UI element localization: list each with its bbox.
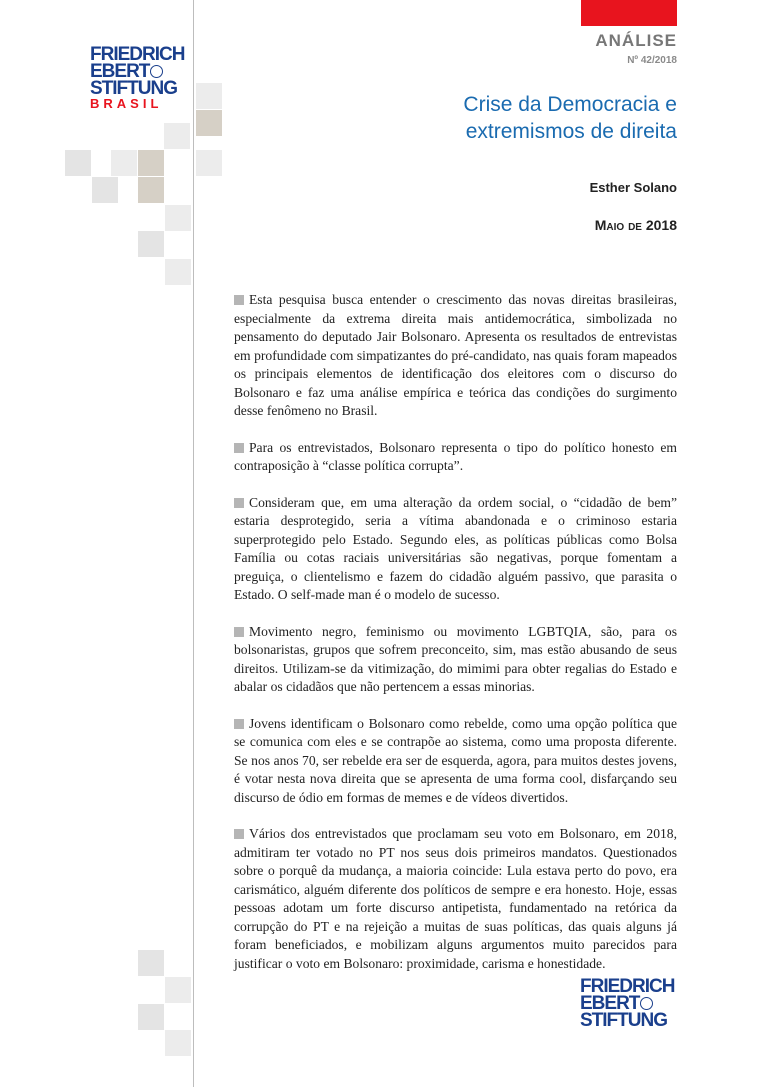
decorative-square [165, 205, 191, 231]
decorative-square [65, 150, 91, 176]
title-line: extremismos de direita [465, 120, 677, 143]
summary-paragraph [234, 494, 677, 605]
decorative-square [196, 110, 222, 136]
page-title [377, 91, 677, 145]
square-bullet-icon [234, 719, 244, 729]
square-bullet-icon [234, 829, 244, 839]
summary-paragraph [234, 291, 677, 421]
square-bullet-icon [234, 443, 244, 453]
decorative-square [138, 150, 164, 176]
series-label: ANÁLISE [595, 31, 677, 50]
publication-date: Maio de 2018 [594, 217, 677, 233]
fes-logo-footer [580, 978, 674, 1029]
decorative-square [196, 150, 222, 176]
paragraph-text: Esta pesquisa busca entender o crescimento das novas direitas brasileiras, especialmente da extrema direita mais antidemocrática, simbolizada no pensamento do deputado Jair Bolsonaro. Apresenta os resultados de entrevistas em profundidade com simpatizantes do pré-candidato, nas quais foram mapeados os principais elementos de identificação dos eleitores com o discurso do Bolsonaro e faz uma análise empírica e teórica das condições do surgimento desse fenômeno no Brasil. [234, 292, 677, 418]
logo-text-line: STIFTUNG [580, 1010, 667, 1031]
summary-body [234, 291, 677, 991]
decorative-square [164, 123, 190, 149]
decorative-square [92, 177, 118, 203]
summary-paragraph [234, 439, 677, 476]
logo-brasil-label: BRASIL [90, 96, 163, 111]
paragraph-text: Jovens identificam o Bolsonaro como rebelde, como uma opção política que se comunica com eles e se contrapõe ao sistema, como uma proposta diferente. Se nos anos 70, ser rebelde era ser de esquerda, agora, para muitos destes jovens, é votar nesta nova direita que se apresenta de uma forma cool, disfarçando seu discurso de ódio em formas de memes e de vídeos divertidos. [234, 715, 677, 805]
logo-text-line: EBERT [580, 993, 640, 1014]
header-accent-bar [581, 0, 677, 26]
author-name: Esther Solano [589, 180, 677, 195]
paragraph-text: Vários dos entrevistados que proclamam seu voto em Bolsonaro, em 2018, admitiram ter votado no PT nos seus dois primeiros mandatos. Questionados sobre o porquê da mudança, a maioria coincide: Lula estava perto do povo, era carismático, alguém diferente dos políticos de sempre e era honesto. Hoje, essas pessoas adotam um forte discurso antipetista, fundamentado na retórica da corrupção do PT e na rejeição a muitas de suas políticas, das quais alguns já foram beneficiados, e mobilizam alguns argumentos muito parecidos para justificar o voto em Bolsonaro: proximidade, carisma e honestidade. [234, 826, 677, 971]
globe-icon [640, 997, 653, 1010]
decorative-square [138, 1004, 164, 1030]
decorative-square [165, 259, 191, 285]
paragraph-text: Para os entrevistados, Bolsonaro representa o tipo do político honesto em contraposição à “classe política corrupta”. [234, 439, 677, 473]
paragraph-text: Consideram que, em uma alteração da ordem social, o “cidadão de bem” estaria desprotegido, seria a vítima abandonada e o criminoso estaria superprotegido pelo Estado. Segundo eles, as políticas públicas como Bolsa Família ou cotas raciais universitárias são negativas, porque fomentam a preguiça, o clientelismo e fazem do cidadão alguém passivo, que parasita o Estado. O self-made man é o modelo de sucesso. [234, 494, 677, 602]
square-bullet-icon [234, 627, 244, 637]
logo-text-line: EBERT [90, 61, 150, 82]
logo-text-line: FRIEDRICH [580, 976, 675, 997]
globe-icon [150, 65, 163, 78]
title-line: Crise da Democracia e [463, 93, 677, 116]
decorative-square [138, 177, 164, 203]
summary-paragraph [234, 715, 677, 808]
summary-paragraph [234, 623, 677, 697]
decorative-square [138, 231, 164, 257]
fes-brasil-logo [90, 46, 184, 111]
decorative-square [165, 977, 191, 1003]
square-bullet-icon [234, 498, 244, 508]
summary-paragraph [234, 825, 677, 973]
decorative-square [196, 83, 222, 109]
paragraph-text: Movimento negro, feminismo ou movimento LGBTQIA, são, para os bolsonaristas, grupos que sofrem preconceito, sim, mas estão abusando de seus direitos. Utilizam-se da vitimização, do mimimi para obter regalias do Estado e abalar os cidadãos que não pertencem a essas minorias. [234, 623, 677, 694]
vertical-divider [193, 0, 194, 1087]
logo-text-line: FRIEDRICH [90, 44, 185, 65]
square-bullet-icon [234, 295, 244, 305]
decorative-square [138, 950, 164, 976]
decorative-square [165, 1030, 191, 1056]
issue-number: Nº 42/2018 [627, 55, 677, 66]
logo-text-line: STIFTUNG [90, 78, 177, 99]
decorative-square [111, 150, 137, 176]
